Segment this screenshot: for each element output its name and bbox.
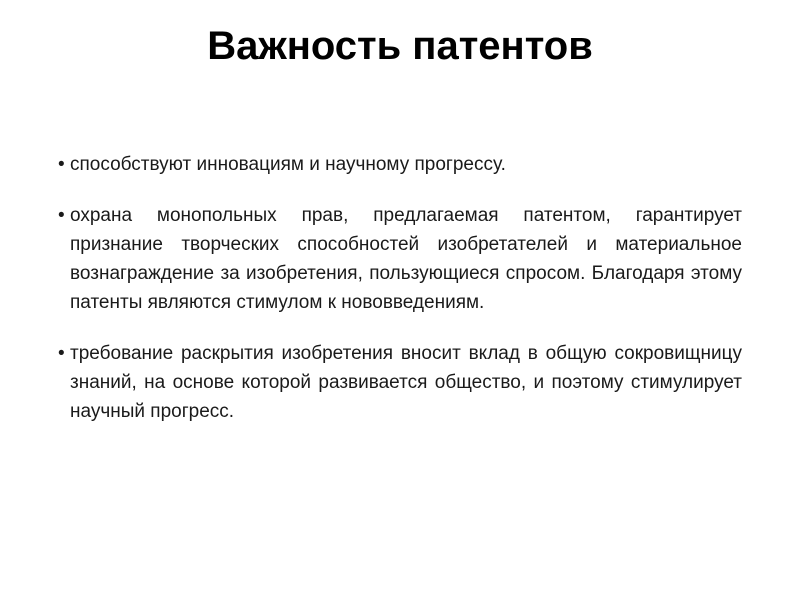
slide-title: Важность патентов (207, 24, 593, 68)
bullet-dot-icon: • (58, 154, 65, 175)
bullet-list (58, 150, 742, 426)
bullet-item (58, 339, 742, 426)
bullet-item (58, 201, 742, 317)
bullet-dot-icon: • (58, 205, 65, 226)
bullet-item (58, 150, 742, 179)
bullet-text: способствуют инновациям и научному прогрессу. (70, 154, 506, 175)
bullet-dot-icon: • (58, 343, 65, 364)
bullet-text: требование раскрытия изобретения вносит вклад в общую сокровищницу знаний, на основе которой развивается общество, и поэтому стимулирует научный прогресс. (70, 343, 742, 422)
bullet-text: охрана монопольных прав, предлагаемая патентом, гарантирует признание творческих способностей изобретателей и материальное вознаграждение за изобретения, пользующиеся спросом. Благодаря этому патенты являются стимулом к нововведениям. (70, 205, 742, 313)
